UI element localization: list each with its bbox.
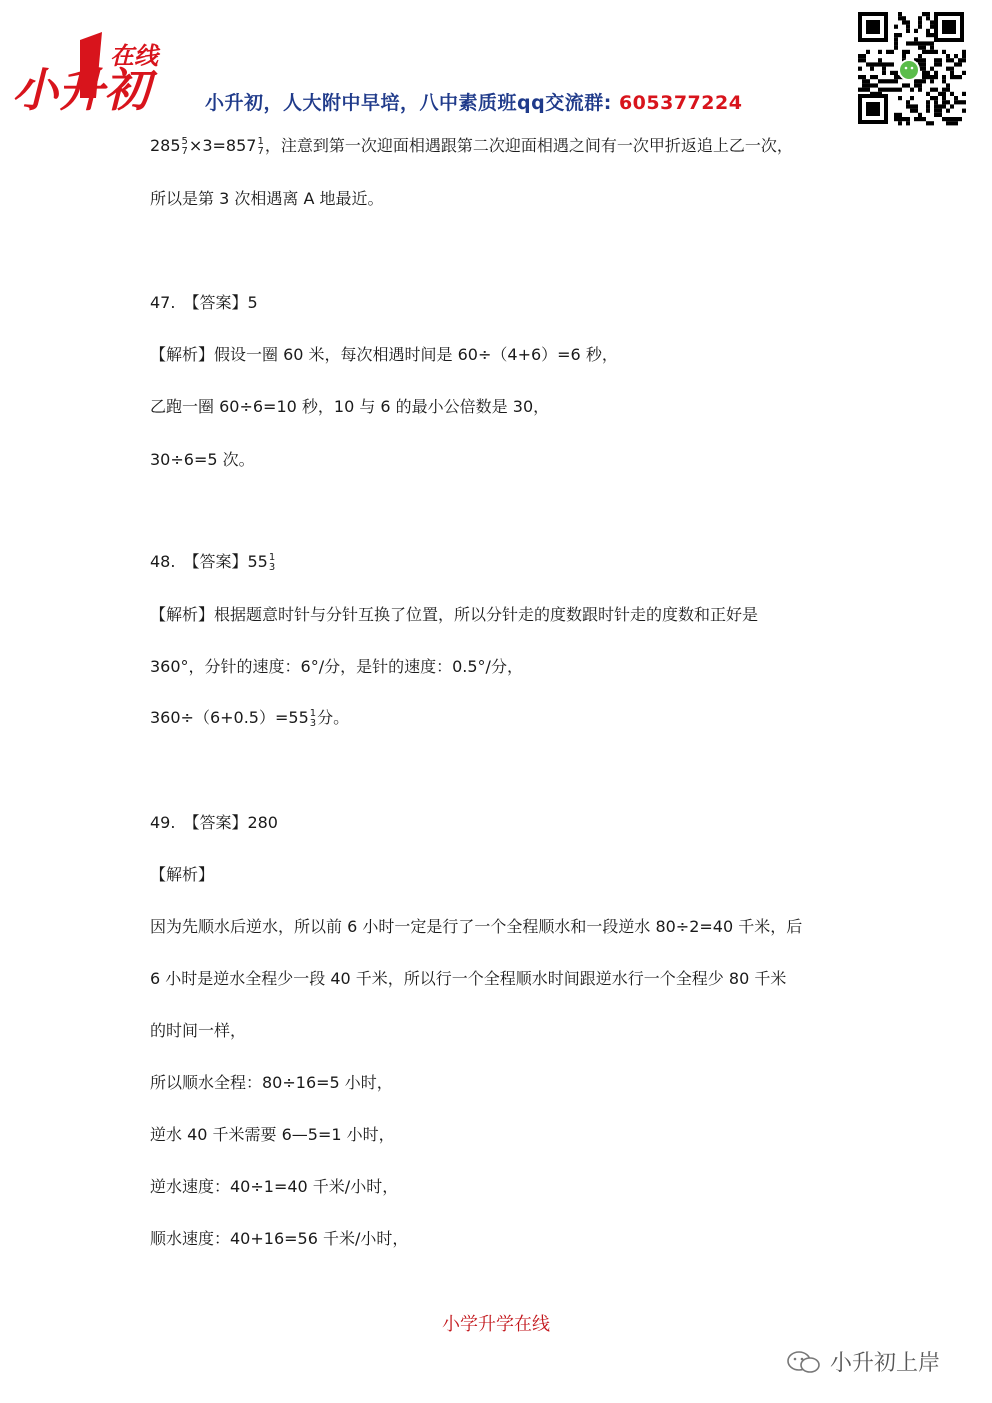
- qr-module: [954, 54, 958, 58]
- qr-code: [856, 10, 966, 126]
- qr-module: [878, 58, 882, 62]
- qr-module: [882, 79, 886, 83]
- qr-module: [910, 96, 914, 100]
- wechat-bubble-icon: [786, 1350, 822, 1374]
- qr-module: [958, 58, 962, 62]
- qr-module: [898, 96, 902, 100]
- qr-module: [918, 25, 922, 29]
- qr-module: [866, 88, 870, 92]
- qr-module: [894, 37, 898, 41]
- qr-module: [894, 46, 898, 50]
- qr-module: [934, 71, 938, 75]
- q47-answer: 47. 【答案】5: [150, 293, 258, 312]
- qr-module: [926, 41, 930, 45]
- qr-module: [934, 113, 938, 117]
- qr-module: [878, 50, 882, 54]
- qr-module: [926, 12, 930, 16]
- qr-module: [946, 100, 950, 104]
- fraction-denominator: 7: [257, 145, 264, 157]
- qr-module: [950, 58, 954, 62]
- watermark-text: 小升初上岸: [830, 1351, 941, 1376]
- qr-module: [910, 88, 914, 92]
- q47-analysis-1: 【解析】假设一圈 60 米，每次相遇时间是 60÷（4+6）=6 秒，: [150, 345, 618, 364]
- qr-module: [902, 83, 906, 87]
- q48-analysis-2: 360°，分针的速度：6°/分，是针的速度：0.5°/分，: [150, 657, 523, 676]
- qr-module: [922, 79, 926, 83]
- l1-part-c: ，注意到第一次迎面相遇跟第二次迎面相遇之间有一次甲折返追上乙一次，: [264, 136, 793, 155]
- logo-graphic: [10, 28, 172, 116]
- qr-module: [898, 33, 902, 37]
- qr-module: [898, 113, 902, 117]
- qr-module: [870, 83, 874, 87]
- qr-module: [926, 71, 930, 75]
- qr-module: [938, 92, 942, 96]
- qr-module: [906, 41, 910, 45]
- qr-module: [930, 25, 934, 29]
- qr-module: [914, 79, 918, 83]
- qr-module: [918, 16, 922, 20]
- qr-module: [914, 83, 918, 87]
- l1-part-b: ×3=857: [188, 136, 257, 155]
- qr-code-graphic: [856, 10, 966, 126]
- qr-module: [862, 79, 866, 83]
- qr-module: [922, 58, 926, 62]
- qr-module: [886, 62, 890, 66]
- qr-module: [930, 67, 934, 71]
- qr-module: [906, 117, 910, 121]
- qr-module: [942, 50, 946, 54]
- qr-module: [890, 79, 894, 83]
- qr-module: [950, 75, 954, 79]
- qr-module: [874, 75, 878, 79]
- qr-module: [942, 79, 946, 83]
- fraction-numerator: 1: [268, 551, 276, 563]
- qr-module: [954, 96, 958, 100]
- qr-module: [930, 75, 934, 79]
- qr-module: [918, 117, 922, 121]
- q49-answer: 49. 【答案】280: [150, 813, 278, 832]
- qr-module: [938, 62, 942, 66]
- qr-module: [858, 67, 862, 71]
- qr-module: [906, 104, 910, 108]
- qr-module: [926, 100, 930, 104]
- group-separator: :: [603, 92, 612, 114]
- qr-module: [890, 50, 894, 54]
- qr-module: [922, 50, 926, 54]
- qr-module: [958, 117, 962, 121]
- qr-module: [882, 88, 886, 92]
- qr-module: [922, 12, 926, 16]
- qr-module: [894, 33, 898, 37]
- qr-module: [866, 50, 870, 54]
- qr-module: [934, 58, 938, 62]
- qr-module: [882, 62, 886, 66]
- qr-module: [918, 88, 922, 92]
- qr-module: [954, 121, 958, 125]
- qr-module: [962, 100, 966, 104]
- qr-module: [894, 79, 898, 83]
- qr-module: [938, 109, 942, 113]
- qr-module: [894, 113, 898, 117]
- text-line-2: 所以是第 3 次相遇离 A 地最近。: [150, 189, 384, 208]
- fraction: [310, 709, 316, 729]
- qr-module: [914, 117, 918, 121]
- qr-module: [946, 54, 950, 58]
- qr-module: [938, 58, 942, 62]
- qr-module: [906, 83, 910, 87]
- qr-module: [862, 58, 866, 62]
- qr-module: [914, 29, 918, 33]
- qr-module: [882, 71, 886, 75]
- q49-analysis-5: 所以顺水全程：80÷16=5 小时，: [150, 1073, 393, 1092]
- q49-analysis-6: 逆水 40 千米需要 6—5=1 小时，: [150, 1125, 395, 1144]
- qr-module: [898, 12, 902, 16]
- qr-module: [898, 117, 902, 121]
- qr-module: [862, 88, 866, 92]
- qr-module: [938, 113, 942, 117]
- qr-module: [950, 117, 954, 121]
- q48-l3-part-a: 360÷（6+0.5）=55: [150, 708, 309, 727]
- qr-module: [918, 113, 922, 117]
- group-label: 小升初，人大附中早培，八中素质班qq交流群: [205, 92, 604, 114]
- fraction: [257, 137, 263, 157]
- qr-module: [886, 79, 890, 83]
- text-line-1: [150, 136, 793, 157]
- fraction-numerator: 5: [181, 135, 188, 147]
- qr-module: [862, 83, 866, 87]
- qr-module: [934, 75, 938, 79]
- qr-module: [930, 121, 934, 125]
- q48-analysis-1: 【解析】根据题意时针与分针互换了位置，所以分针走的度数跟时针走的度数和正好是: [150, 605, 759, 624]
- qr-module: [926, 92, 930, 96]
- qr-module: [862, 54, 866, 58]
- qr-module: [890, 71, 894, 75]
- qr-module: [906, 29, 910, 33]
- qr-module: [902, 16, 906, 20]
- qr-module: [926, 75, 930, 79]
- qr-module: [946, 121, 950, 125]
- qr-module: [886, 50, 890, 54]
- logo-main-text: 小升初: [12, 63, 150, 116]
- qr-module: [886, 88, 890, 92]
- qr-module: [878, 79, 882, 83]
- q48-answer: [150, 552, 276, 573]
- qr-module: [906, 50, 910, 54]
- qr-module: [902, 20, 906, 24]
- qr-module: [950, 104, 954, 108]
- qr-module: [858, 88, 862, 92]
- qr-module: [942, 75, 946, 79]
- fraction-denominator: 7: [181, 145, 188, 157]
- qr-module: [950, 71, 954, 75]
- qr-module: [922, 67, 926, 71]
- qr-module: [934, 88, 938, 92]
- qr-module: [962, 50, 966, 54]
- qr-module: [926, 29, 930, 33]
- qr-module: [954, 75, 958, 79]
- l1-part-a: 285: [150, 136, 181, 155]
- qr-module: [894, 25, 898, 29]
- qr-module: [906, 25, 910, 29]
- fraction-denominator: 3: [309, 717, 317, 729]
- qr-module: [958, 62, 962, 66]
- fraction: [269, 553, 275, 573]
- fraction-numerator: 1: [309, 707, 317, 719]
- qr-module: [870, 67, 874, 71]
- qr-module: [870, 62, 874, 66]
- qr-module: [922, 46, 926, 50]
- qr-module: [898, 16, 902, 20]
- qr-module: [930, 33, 934, 37]
- qr-module: [882, 67, 886, 71]
- q49-analysis-2: 因为先顺水后逆水，所以前 6 小时一定是行了一个全程顺水和一段逆水 80÷2=40 千米，后: [150, 917, 803, 936]
- qr-module: [906, 100, 910, 104]
- logo-badge-text: 在线: [110, 42, 158, 70]
- qr-module: [902, 54, 906, 58]
- wechat-icon: [900, 61, 918, 79]
- qr-module: [962, 54, 966, 58]
- qr-module: [946, 58, 950, 62]
- qr-module: [918, 58, 922, 62]
- qr-module: [866, 79, 870, 83]
- qr-module: [902, 50, 906, 54]
- qr-module: [902, 117, 906, 121]
- qr-module: [926, 121, 930, 125]
- qr-module: [922, 62, 926, 66]
- qr-module: [954, 117, 958, 121]
- qr-module: [878, 88, 882, 92]
- q47-analysis-2: 乙跑一圈 60÷6=10 秒，10 与 6 的最小公倍数是 30，: [150, 397, 550, 416]
- qr-module: [954, 62, 958, 66]
- qr-module: [890, 62, 894, 66]
- q47-analysis-3: 30÷6=5 次。: [150, 450, 255, 469]
- qr-module: [946, 83, 950, 87]
- qr-module: [926, 104, 930, 108]
- qr-module: [950, 67, 954, 71]
- qr-module: [958, 100, 962, 104]
- qr-module: [874, 62, 878, 66]
- group-number: 605377224: [618, 92, 743, 114]
- qr-module: [926, 16, 930, 20]
- q48-l3-part-b: 分。: [317, 708, 350, 727]
- fraction-numerator: 1: [257, 135, 264, 147]
- footer-site-text: 小学升学在线: [442, 1314, 550, 1335]
- qr-module: [914, 37, 918, 41]
- qr-module: [926, 50, 930, 54]
- qr-module: [898, 121, 902, 125]
- qr-module: [930, 50, 934, 54]
- q48-answer-text: 48. 【答案】55: [150, 552, 268, 571]
- qr-module: [942, 92, 946, 96]
- qr-module: [942, 96, 946, 100]
- qr-module: [894, 41, 898, 45]
- qr-module: [918, 41, 922, 45]
- q49-analysis-3: 6 小时是逆水全程少一段 40 千米，所以行一个全程顺水时间跟逆水行一个全程少 80 千米: [150, 969, 787, 988]
- qr-module: [934, 50, 938, 54]
- qr-module: [910, 104, 914, 108]
- q48-analysis-3: [150, 708, 349, 729]
- qr-module: [922, 41, 926, 45]
- qr-module: [934, 104, 938, 108]
- qr-module: [934, 96, 938, 100]
- qr-module: [914, 104, 918, 108]
- qr-module: [950, 92, 954, 96]
- qr-module: [934, 62, 938, 66]
- qr-module: [914, 109, 918, 113]
- qr-module: [946, 67, 950, 71]
- q49-analysis-label: 【解析】: [150, 865, 215, 884]
- qr-module: [930, 79, 934, 83]
- q49-analysis-8: 顺水速度：40+16=56 千米/小时，: [150, 1229, 409, 1248]
- qr-module: [870, 75, 874, 79]
- qr-module: [922, 117, 926, 121]
- qr-module: [878, 62, 882, 66]
- qr-module: [914, 41, 918, 45]
- qr-module: [906, 121, 910, 125]
- qr-module: [858, 75, 862, 79]
- q49-analysis-7: 逆水速度：40÷1=40 千米/小时，: [150, 1177, 399, 1196]
- qr-module: [950, 121, 954, 125]
- qr-module: [918, 83, 922, 87]
- qr-module: [862, 75, 866, 79]
- qr-module: [942, 117, 946, 121]
- qr-module: [938, 104, 942, 108]
- qr-module: [930, 88, 934, 92]
- qr-module: [906, 20, 910, 24]
- qr-module: [926, 109, 930, 113]
- qr-module: [962, 71, 966, 75]
- qr-module: [930, 41, 934, 45]
- qr-module: [866, 62, 870, 66]
- qr-module: [894, 71, 898, 75]
- qr-module: [874, 83, 878, 87]
- header-group-text: [205, 88, 742, 115]
- q49-analysis-4: 的时间一样，: [150, 1021, 247, 1040]
- qr-module: [926, 33, 930, 37]
- qr-module: [922, 71, 926, 75]
- qr-module: [946, 88, 950, 92]
- qr-module: [954, 100, 958, 104]
- qr-module: [922, 75, 926, 79]
- qr-module: [942, 88, 946, 92]
- qr-module: [918, 46, 922, 50]
- qr-module: [918, 20, 922, 24]
- qr-module: [930, 96, 934, 100]
- qr-module: [866, 83, 870, 87]
- qr-module: [898, 88, 902, 92]
- qr-module: [930, 20, 934, 24]
- qr-module: [918, 54, 922, 58]
- qr-module: [934, 109, 938, 113]
- qr-module: [910, 41, 914, 45]
- fraction: [182, 137, 188, 157]
- wechat-watermark: [786, 1346, 940, 1377]
- qr-module: [958, 75, 962, 79]
- qr-module: [962, 109, 966, 113]
- qr-module: [910, 109, 914, 113]
- qr-module: [962, 58, 966, 62]
- qr-module: [942, 104, 946, 108]
- qr-module: [894, 88, 898, 92]
- qr-module: [918, 79, 922, 83]
- qr-module: [962, 92, 966, 96]
- qr-module: [858, 54, 862, 58]
- qr-module: [894, 117, 898, 121]
- qr-module: [890, 88, 894, 92]
- qr-module: [930, 46, 934, 50]
- qr-module: [946, 117, 950, 121]
- fraction-denominator: 3: [268, 561, 276, 573]
- brand-logo: [10, 28, 172, 116]
- qr-module: [894, 75, 898, 79]
- qr-module: [934, 100, 938, 104]
- qr-module: [946, 109, 950, 113]
- qr-module: [858, 58, 862, 62]
- qr-module: [942, 100, 946, 104]
